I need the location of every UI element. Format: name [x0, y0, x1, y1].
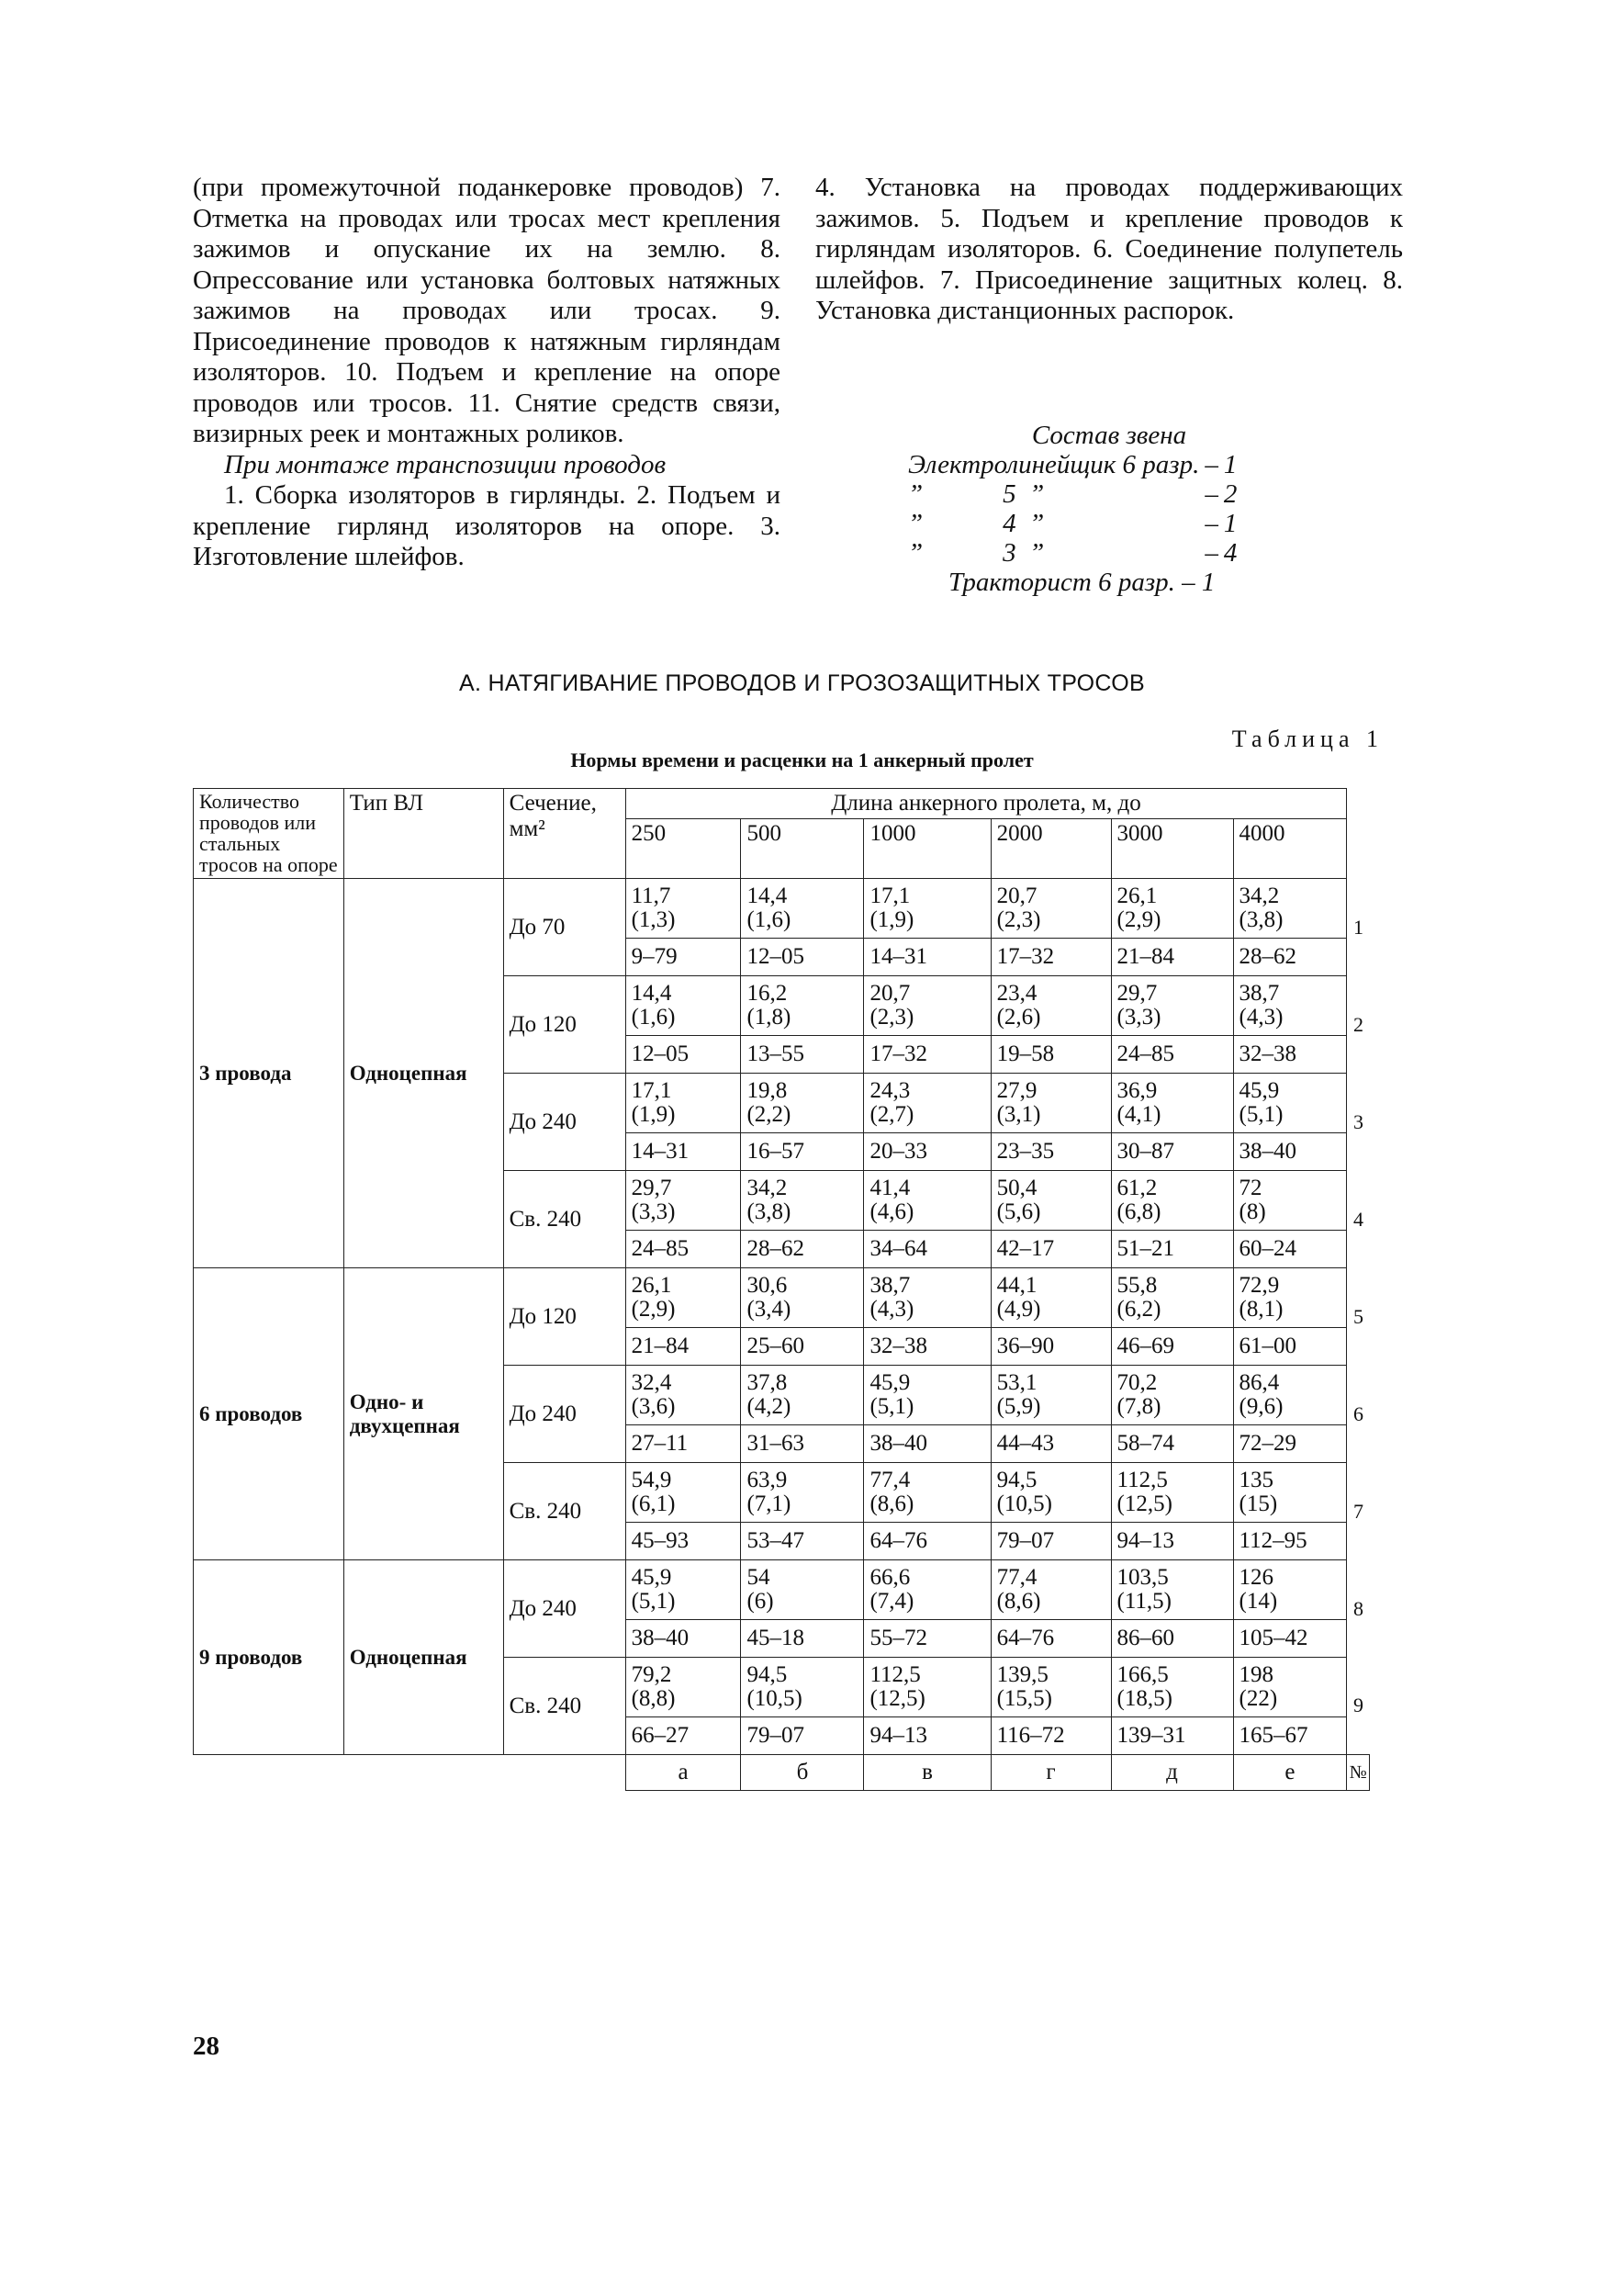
- crew-tractor: Тракторист 6 разр. – 1: [948, 568, 1216, 597]
- section-cell: До 120: [503, 976, 625, 1074]
- time-norm-cell: 30,6 (3,4): [741, 1268, 864, 1328]
- price-cell: 17–32: [864, 1036, 991, 1074]
- time-norm-cell: 70,2 (7,8): [1111, 1366, 1233, 1425]
- crew-row: [903, 450, 1237, 479]
- time-norm-cell: 198 (22): [1233, 1658, 1347, 1717]
- section-cell: До 240: [503, 1074, 625, 1171]
- time-norm-cell: 63,9 (7,1): [741, 1463, 864, 1523]
- time-norm-cell: 53,1 (5,9): [991, 1366, 1111, 1425]
- time-norm-cell: 19,8 (2,2): [741, 1074, 864, 1133]
- time-norm-cell: 86,4 (9,6): [1233, 1366, 1347, 1425]
- time-norm-cell: 17,1 (1,9): [864, 879, 991, 939]
- crew-row: [903, 509, 1237, 538]
- time-norm-cell: 23,4 (2,6): [991, 976, 1111, 1036]
- row-number: 6: [1352, 1401, 1363, 1425]
- price-cell: 12–05: [625, 1036, 741, 1074]
- time-norm-cell: 139,5 (15,5): [991, 1658, 1111, 1717]
- price-cell: 30–87: [1111, 1133, 1233, 1171]
- time-norm-cell: 29,7 (3,3): [625, 1171, 741, 1231]
- header-section: Сечение, мм²: [503, 789, 625, 879]
- time-norm-cell: 103,5 (11,5): [1111, 1560, 1233, 1620]
- price-cell: 58–74: [1111, 1425, 1233, 1463]
- time-norm-cell: 66,6 (7,4): [864, 1560, 991, 1620]
- row-number: 5: [1352, 1304, 1363, 1328]
- left-text-column: [193, 173, 780, 573]
- price-cell: 44–43: [991, 1425, 1111, 1463]
- header-length: 2000: [991, 819, 1111, 879]
- time-norm-cell: 72,9 (8,1): [1233, 1268, 1347, 1328]
- column-letter: д: [1111, 1755, 1233, 1791]
- crew-name: ” 5 ”: [908, 479, 1045, 509]
- price-cell: 139–31: [1111, 1717, 1233, 1755]
- price-cell: 86–60: [1111, 1620, 1233, 1658]
- price-cell: 64–76: [864, 1523, 991, 1560]
- transposition-subheading: При монтаже транспозиции проводов: [224, 449, 667, 479]
- price-cell: 72–29: [1233, 1425, 1347, 1463]
- crew-count: 4: [1223, 538, 1238, 568]
- time-norm-cell: 17,1 (1,9): [625, 1074, 741, 1133]
- time-norm-cell: 14,4 (1,6): [741, 879, 864, 939]
- price-cell: 13–55: [741, 1036, 864, 1074]
- header-count: Количество проводов или стальных тросов на опоре: [194, 789, 344, 879]
- time-norm-cell: 112,5 (12,5): [1111, 1463, 1233, 1523]
- price-cell: 66–27: [625, 1717, 741, 1755]
- price-cell: 36–90: [991, 1328, 1111, 1366]
- group-count: 9 проводов: [194, 1560, 344, 1755]
- time-norm-cell: 38,7 (4,3): [1233, 976, 1347, 1036]
- price-cell: 28–62: [741, 1231, 864, 1268]
- price-cell: 55–72: [864, 1620, 991, 1658]
- price-cell: 94–13: [1111, 1523, 1233, 1560]
- left-paragraph-1: (при промежуточной поданкеровке проводов) 7. Отметка на проводах или тросах мест крепления зажимов и опускание их на землю. 8. Опрессование или установка болтовых натяжных зажимов на проводах или тросах. 9. Присоединение проводов к натяжным гирляндам изоляторов. 10. Подъем и крепление на опоре проводов или тросов. 11. Снятие средств связи, визирных реек и монтажных роликов.: [193, 173, 780, 448]
- time-norm-cell: 14,4 (1,6): [625, 976, 741, 1036]
- row-number: 4: [1352, 1207, 1363, 1231]
- section-cell: Св. 240: [503, 1463, 625, 1560]
- price-cell: 116–72: [991, 1717, 1111, 1755]
- crew-name: ” 4 ”: [908, 509, 1045, 538]
- crew-row: [903, 479, 1237, 509]
- price-cell: 12–05: [741, 939, 864, 976]
- time-norm-cell: 26,1 (2,9): [1111, 879, 1233, 939]
- left-paragraph-2: 1. Сборка изоляторов в гирлянды. 2. Подъем и крепление гирлянд изоляторов на опоре. 3. Изготовление шлейфов.: [193, 480, 780, 571]
- price-cell: 61–00: [1233, 1328, 1347, 1366]
- header-length: 250: [625, 819, 741, 879]
- price-cell: 32–38: [864, 1328, 991, 1366]
- price-cell: 14–31: [625, 1133, 741, 1171]
- time-norm-cell: 36,9 (4,1): [1111, 1074, 1233, 1133]
- price-cell: 21–84: [1111, 939, 1233, 976]
- time-norm-cell: 41,4 (4,6): [864, 1171, 991, 1231]
- column-letter: г: [991, 1755, 1111, 1791]
- time-norm-cell: 126 (14): [1233, 1560, 1347, 1620]
- crew-dash: –: [1205, 509, 1218, 538]
- time-norm-cell: 54,9 (6,1): [625, 1463, 741, 1523]
- time-norm-cell: 20,7 (2,3): [864, 976, 991, 1036]
- price-cell: 165–67: [1233, 1717, 1347, 1755]
- time-norm-cell: 61,2 (6,8): [1111, 1171, 1233, 1231]
- crew-row: [903, 538, 1237, 568]
- price-cell: 45–18: [741, 1620, 864, 1658]
- crew-dash: –: [1205, 479, 1218, 509]
- section-cell: До 120: [503, 1268, 625, 1366]
- price-cell: 112–95: [1233, 1523, 1347, 1560]
- time-norm-cell: 24,3 (2,7): [864, 1074, 991, 1133]
- price-cell: 16–57: [741, 1133, 864, 1171]
- time-norm-cell: 20,7 (2,3): [991, 879, 1111, 939]
- time-norm-cell: 44,1 (4,9): [991, 1268, 1111, 1328]
- crew-name: Электролинейщик 6 разр.: [908, 450, 1200, 479]
- column-letter: е: [1233, 1755, 1347, 1791]
- time-norm-cell: 166,5 (18,5): [1111, 1658, 1233, 1717]
- price-cell: 38–40: [864, 1425, 991, 1463]
- time-norm-cell: 29,7 (3,3): [1111, 976, 1233, 1036]
- time-norm-cell: 94,5 (10,5): [741, 1658, 864, 1717]
- time-norm-cell: 72 (8): [1233, 1171, 1347, 1231]
- time-norm-cell: 79,2 (8,8): [625, 1658, 741, 1717]
- group-type: Одноцепная: [343, 879, 503, 1268]
- price-cell: 28–62: [1233, 939, 1347, 976]
- price-cell: 23–35: [991, 1133, 1111, 1171]
- time-norm-cell: 77,4 (8,6): [991, 1560, 1111, 1620]
- header-length: 500: [741, 819, 864, 879]
- price-cell: 51–21: [1111, 1231, 1233, 1268]
- price-cell: 25–60: [741, 1328, 864, 1366]
- time-norm-cell: 77,4 (8,6): [864, 1463, 991, 1523]
- time-norm-cell: 50,4 (5,6): [991, 1171, 1111, 1231]
- crew-count: 1: [1223, 450, 1238, 479]
- column-letter: б: [741, 1755, 864, 1791]
- price-cell: 19–58: [991, 1036, 1111, 1074]
- price-cell: 24–85: [1111, 1036, 1233, 1074]
- time-norm-cell: 45,9 (5,1): [625, 1560, 741, 1620]
- price-cell: 38–40: [1233, 1133, 1347, 1171]
- time-norm-cell: 94,5 (10,5): [991, 1463, 1111, 1523]
- row-number: 3: [1352, 1109, 1363, 1133]
- price-cell: 79–07: [991, 1523, 1111, 1560]
- price-cell: 21–84: [625, 1328, 741, 1366]
- price-cell: 24–85: [625, 1231, 741, 1268]
- row-number: 8: [1352, 1596, 1363, 1620]
- price-cell: 46–69: [1111, 1328, 1233, 1366]
- price-cell: 32–38: [1233, 1036, 1347, 1074]
- price-cell: 34–64: [864, 1231, 991, 1268]
- crew-count: 2: [1223, 479, 1238, 509]
- price-cell: 105–42: [1233, 1620, 1347, 1658]
- price-cell: 64–76: [991, 1620, 1111, 1658]
- header-length: 4000: [1233, 819, 1347, 879]
- section-cell: Св. 240: [503, 1171, 625, 1268]
- group-count: 6 проводов: [194, 1268, 344, 1560]
- header-length: 3000: [1111, 819, 1233, 879]
- time-norm-cell: 34,2 (3,8): [1233, 879, 1347, 939]
- crew-count: 1: [1223, 509, 1238, 538]
- price-cell: 20–33: [864, 1133, 991, 1171]
- price-cell: 9–79: [625, 939, 741, 976]
- table-row: [194, 1268, 1370, 1328]
- group-type: Одно- и двухцепная: [343, 1268, 503, 1560]
- price-cell: 38–40: [625, 1620, 741, 1658]
- crew-list: [903, 450, 1237, 568]
- price-cell: 45–93: [625, 1523, 741, 1560]
- table-row: [194, 1560, 1370, 1620]
- price-cell: 31–63: [741, 1425, 864, 1463]
- crew-dash: –: [1205, 538, 1218, 568]
- row-number: 7: [1352, 1499, 1363, 1523]
- time-norm-cell: 27,9 (3,1): [991, 1074, 1111, 1133]
- time-norm-cell: 135 (15): [1233, 1463, 1347, 1523]
- row-number: 2: [1352, 1012, 1363, 1036]
- time-norm-cell: 112,5 (12,5): [864, 1658, 991, 1717]
- time-norm-cell: 16,2 (1,8): [741, 976, 864, 1036]
- time-norm-cell: 45,9 (5,1): [864, 1366, 991, 1425]
- norms-table: [193, 788, 1370, 1791]
- price-cell: 14–31: [864, 939, 991, 976]
- crew-name: ” 3 ”: [908, 538, 1045, 568]
- price-cell: 17–32: [991, 939, 1111, 976]
- price-cell: 60–24: [1233, 1231, 1347, 1268]
- section-heading: А. НАТЯГИВАНИЕ ПРОВОДОВ И ГРОЗОЗАЩИТНЫХ ТРОСОВ: [459, 670, 1145, 696]
- right-text-column: [815, 173, 1403, 327]
- row-number: 1: [1352, 915, 1363, 939]
- time-norm-cell: 38,7 (4,3): [864, 1268, 991, 1328]
- section-cell: До 70: [503, 879, 625, 976]
- table-caption: Нормы времени и расценки на 1 анкерный пролет: [570, 748, 1034, 771]
- price-cell: 53–47: [741, 1523, 864, 1560]
- header-span-length: Длина анкерного пролета, м, до: [625, 789, 1347, 819]
- number-label: №: [1347, 1755, 1370, 1791]
- page-number: 28: [193, 2032, 219, 2061]
- time-norm-cell: 11,7 (1,3): [625, 879, 741, 939]
- table-label: Таблица 1: [1231, 726, 1384, 752]
- right-paragraph-1: 4. Установка на проводах поддерживающих зажимов. 5. Подъем и крепление проводов к гирляндам изоляторов. 6. Соединение полупетель шлейфов. 7. Присоединение защитных колец. 8. Установка дистанционных распорок.: [815, 173, 1403, 325]
- section-cell: До 240: [503, 1366, 625, 1463]
- price-cell: 94–13: [864, 1717, 991, 1755]
- time-norm-cell: 54 (6): [741, 1560, 864, 1620]
- price-cell: 79–07: [741, 1717, 864, 1755]
- header-length: 1000: [864, 819, 991, 879]
- group-type: Одноцепная: [343, 1560, 503, 1755]
- section-cell: Св. 240: [503, 1658, 625, 1755]
- time-norm-cell: 32,4 (3,6): [625, 1366, 741, 1425]
- header-type: Тип ВЛ: [343, 789, 503, 879]
- price-cell: 27–11: [625, 1425, 741, 1463]
- column-letter: в: [864, 1755, 991, 1791]
- section-cell: До 240: [503, 1560, 625, 1658]
- crew-title: Состав звена: [1031, 421, 1187, 450]
- time-norm-cell: 45,9 (5,1): [1233, 1074, 1347, 1133]
- row-number: 9: [1352, 1694, 1363, 1717]
- crew-dash: –: [1205, 450, 1218, 479]
- group-count: 3 провода: [194, 879, 344, 1268]
- time-norm-cell: 26,1 (2,9): [625, 1268, 741, 1328]
- price-cell: 42–17: [991, 1231, 1111, 1268]
- table-row: [194, 879, 1370, 939]
- time-norm-cell: 55,8 (6,2): [1111, 1268, 1233, 1328]
- time-norm-cell: 37,8 (4,2): [741, 1366, 864, 1425]
- crew-composition: [815, 421, 1403, 597]
- time-norm-cell: 34,2 (3,8): [741, 1171, 864, 1231]
- column-letter: а: [625, 1755, 741, 1791]
